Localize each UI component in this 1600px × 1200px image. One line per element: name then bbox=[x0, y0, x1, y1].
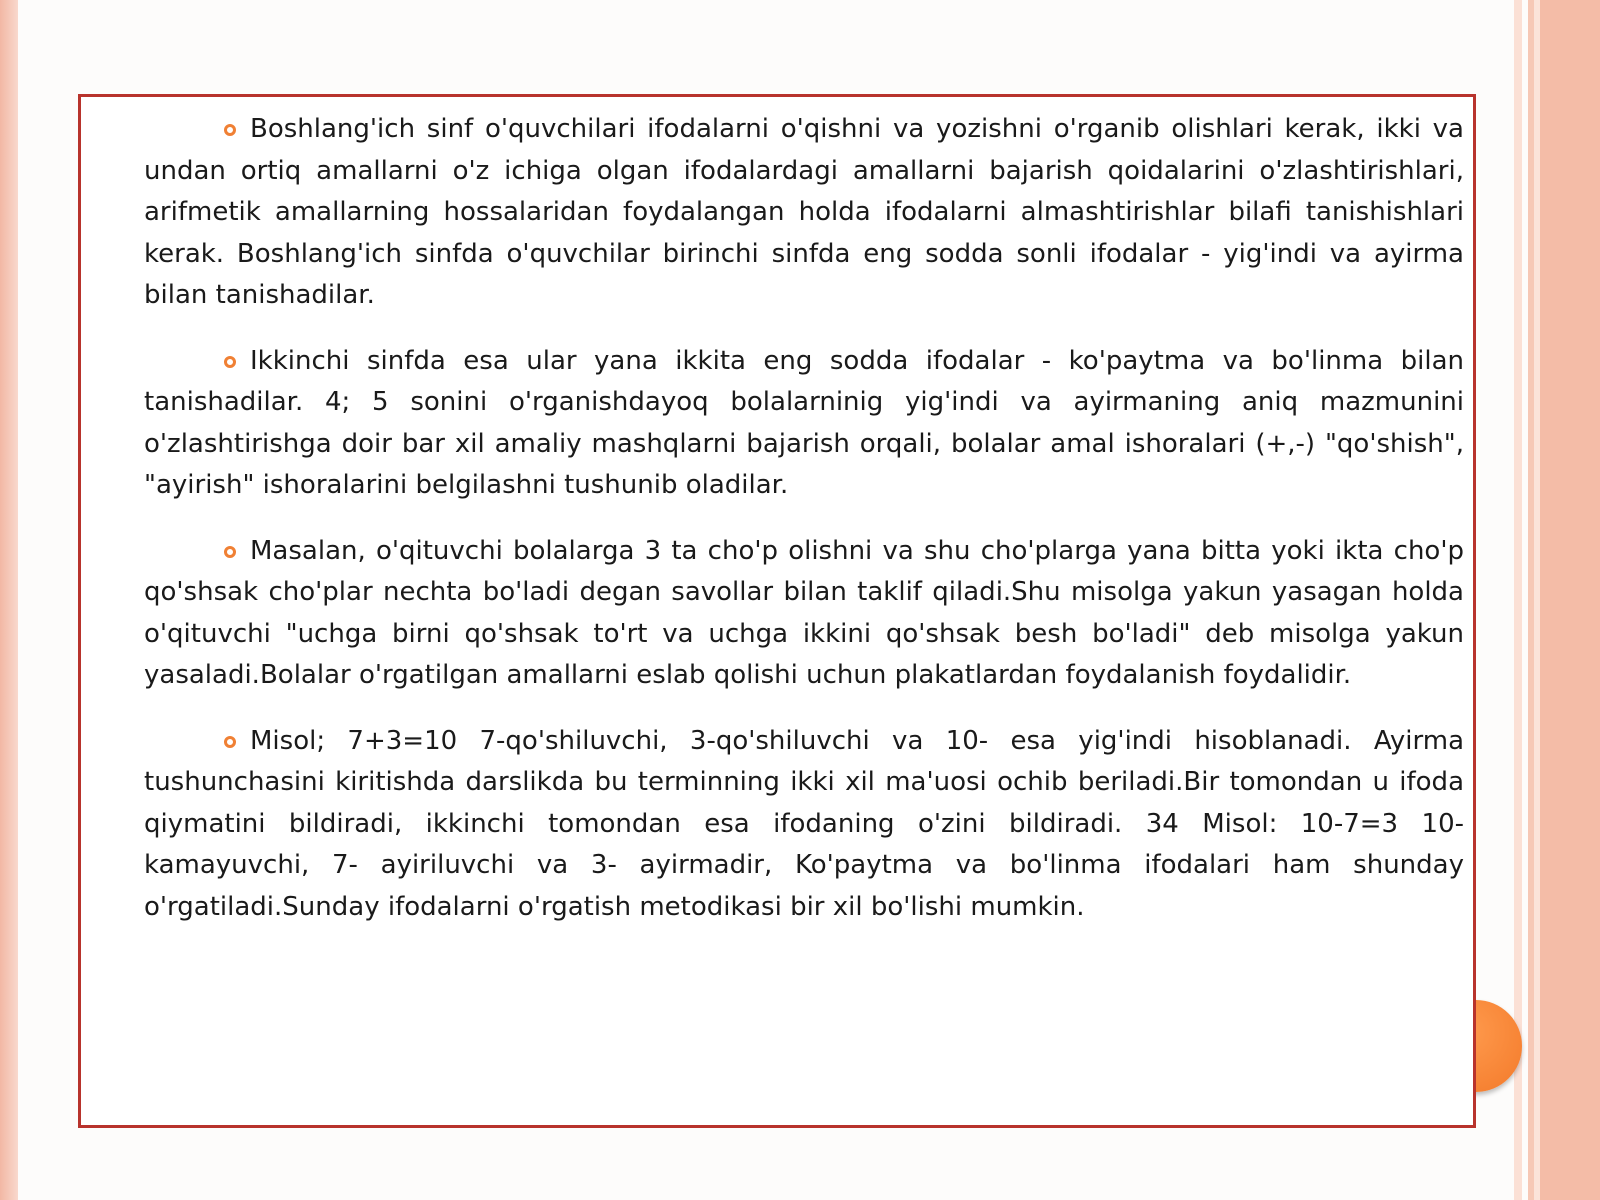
paragraph-2 bbox=[144, 341, 1464, 507]
circle-bullet-icon bbox=[224, 124, 236, 136]
paragraph-text: Masalan, o'qituvchi bolalarga 3 ta cho'p olishni va shu cho'plarga yana bitta yoki ikta cho'p qo'shsak cho'plar nechta bo'ladi degan savollar bilan taklif qiladi.Shu misolga yakun yasagan holda o'qituvchi "uchga birni qo'shsak to'rt va uchga ikkini qo'shsak besh bo'ladi" deb misolga yakun yasaladi.Bolalar o'rgatilgan amallarni eslab qolishi uchun plakatlardan foydalanish foydalidir. bbox=[144, 535, 1464, 690]
right-edge-stripes bbox=[1528, 0, 1600, 1200]
paragraph-text: Misol; 7+3=10 7-qo'shiluvchi, 3-qo'shiluvchi va 10- esa yig'indi hisoblanadi. Ayirma tushunchasini kiritishda darslikda bu terminning ikki xil ma'uosi ochib beriladi.Bir tomondan u ifoda qiymatini bildiradi, ikkinchi tomondan esa ifodaning o'zini bildiradi. 34 Misol: 10-7=3 10- kamayuvchi, 7- ayiriluvchi va 3- ayirmadir, Ko'paytma va bo'linma ifodalari ham shunday o'rgatiladi.Sunday ifodalarni o'rgatish metodikasi bir xil bo'lishi mumkin. bbox=[144, 725, 1464, 922]
paragraph-text: Boshlang'ich sinf o'quvchilari ifodalarni o'qishni va yozishni o'rganib olishlari kerak, ikki va undan ortiq amallarni o'z ichiga olgan ifodalardagi amallarni bajarish qoidalarini o'zlashtirishlari, arifmetik amallarning hossalaridan foydalangan holda ifodalarni almashtirishlar bilafi tanishishlari kerak. Boshlang'ich sinfda o'quvchilar birinchi sinfda eng sodda sonli ifodalar - yig'indi va ayirma bilan tanishadilar. bbox=[144, 114, 1464, 310]
paragraph-1 bbox=[144, 109, 1464, 317]
slide-content-box bbox=[78, 94, 1476, 1128]
circle-bullet-icon bbox=[224, 546, 236, 558]
paragraph-text: Ikkinchi sinfda esa ular yana ikkita eng sodda ifodalar - ko'paytma va bo'linma bilan tanishadilar. 4; 5 sonini o'rganishdayoq bolalarninig yig'indi va ayirmaning aniq mazmunini o'zlashtirishga doir bar xil amaliy mashqlarni bajarish orqali, bolalar amal ishoralari (+,-) "qo'shish", "ayirish" ishoralarini belgilashni tushunib oladilar. bbox=[144, 345, 1464, 500]
left-edge-stripe bbox=[0, 0, 18, 1200]
paragraph-4 bbox=[144, 721, 1464, 929]
circle-bullet-icon bbox=[224, 356, 236, 368]
text-area bbox=[144, 109, 1464, 952]
right-edge-thin-stripe bbox=[1514, 0, 1522, 1200]
circle-bullet-icon bbox=[224, 736, 236, 748]
paragraph-3 bbox=[144, 531, 1464, 697]
